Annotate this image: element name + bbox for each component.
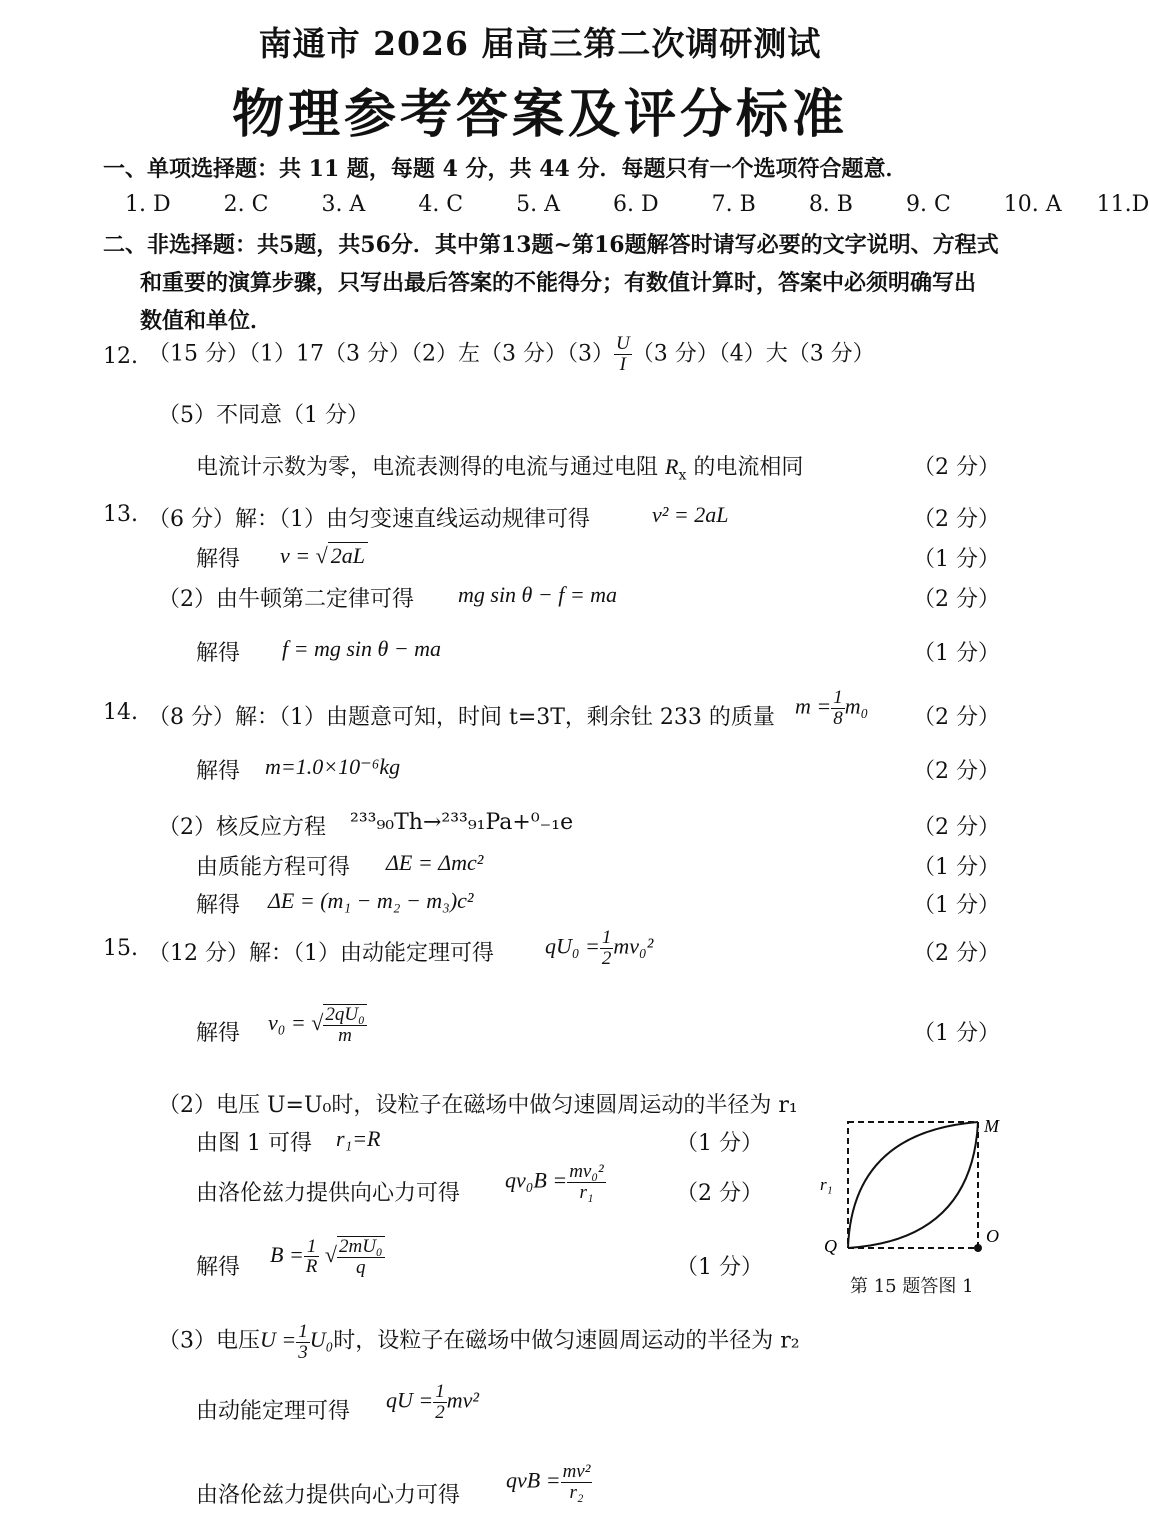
q13-eq1: v² = 2aL bbox=[652, 502, 729, 527]
q14-eq1-right: m₀ bbox=[844, 693, 869, 719]
fraction-numerator: mv₀² bbox=[569, 1161, 604, 1182]
q15-eq6-root-fraction bbox=[337, 1236, 385, 1278]
fraction-numerator: U bbox=[615, 333, 630, 354]
q15-eq6-left: B = bbox=[270, 1241, 304, 1267]
fraction-numerator: 2qU₀ bbox=[325, 1004, 365, 1025]
score: （1 分） bbox=[676, 1131, 763, 1156]
score: （2 分） bbox=[913, 455, 1000, 480]
q14-line1-text: （8 分）解：（1）由题意可知，时间 t=3T，剩余钍 233 的质量 bbox=[148, 705, 775, 730]
score: （2 分） bbox=[913, 815, 1000, 840]
section2-heading-line2: 和重要的演算步骤，只写出最后答案的不能得分；有数值计算时，答案中必须明确写出 bbox=[140, 270, 977, 296]
score: （2 分） bbox=[913, 587, 1000, 612]
q13-number: 13. bbox=[103, 502, 138, 527]
score: （1 分） bbox=[913, 1021, 1000, 1046]
fraction-denominator: 8 bbox=[833, 707, 843, 729]
q15-eq9 bbox=[506, 1462, 592, 1503]
q13-line3-text: （2）由牛顿第二定律可得 bbox=[158, 587, 414, 612]
answer-item: 11.D bbox=[1096, 192, 1149, 217]
fraction-denominator: m bbox=[338, 1024, 352, 1046]
trajectory-arc-lower bbox=[848, 1122, 978, 1248]
q14-eq1 bbox=[795, 688, 868, 729]
label-q: Q bbox=[824, 1236, 837, 1256]
q14-line5-text: 解得 bbox=[196, 893, 241, 918]
fraction-numerator: 2mU₀ bbox=[338, 1236, 383, 1257]
q15-eq5-left: qv₀B = bbox=[505, 1167, 568, 1193]
q15-eq2-fraction bbox=[323, 1004, 366, 1046]
q14-eq2: m=1.0×10⁻⁶kg bbox=[265, 754, 401, 779]
q15-eq2-left: v₀ = bbox=[268, 1009, 306, 1035]
q15-line9-text: 由洛伦兹力提供向心力可得 bbox=[196, 1483, 461, 1508]
fraction-denominator: q bbox=[356, 1256, 366, 1278]
q15-line6-text: 解得 bbox=[196, 1255, 241, 1280]
q14-eq5: ΔE = (m₁ − m₂ − m₃)c² bbox=[268, 888, 474, 913]
score: （2 分） bbox=[913, 705, 1000, 730]
answer-item: 2. C bbox=[223, 192, 269, 217]
fraction-numerator: 1 bbox=[601, 927, 612, 948]
score: （2 分） bbox=[913, 507, 1000, 532]
section2-heading-line3: 数值和单位． bbox=[140, 308, 273, 334]
q13-eq3: mg sin θ − f = ma bbox=[458, 582, 618, 607]
score: （1 分） bbox=[913, 547, 1000, 572]
q15-eq7-right: U₀ bbox=[309, 1327, 334, 1353]
q12-reason-sub: x bbox=[678, 467, 687, 484]
q13-line2-text: 解得 bbox=[196, 547, 241, 572]
score: （1 分） bbox=[913, 893, 1000, 918]
q15-line8-text: 由动能定理可得 bbox=[196, 1399, 351, 1424]
q12-part5: （5）不同意（1 分） bbox=[158, 403, 369, 428]
q15-eq8-fraction bbox=[433, 1382, 447, 1423]
q13-eq4: f = mg sin θ − ma bbox=[282, 636, 442, 661]
fraction-denominator: R bbox=[305, 1256, 318, 1278]
q14-line3-text: （2）核反应方程 bbox=[158, 815, 326, 840]
section2-heading-line1: 二、非选择题：共5题，共56分．其中第13题~第16题解答时请写必要的文字说明、方程式 bbox=[103, 232, 999, 258]
q14-line2-text: 解得 bbox=[196, 759, 241, 784]
q15-eq8-right: mv² bbox=[446, 1387, 479, 1413]
q15-eq9-fraction bbox=[561, 1462, 593, 1503]
fraction-numerator: 1 bbox=[435, 1381, 445, 1402]
q15-line4-text: 由图 1 可得 bbox=[196, 1131, 312, 1156]
q14-line4-text: 由质能方程可得 bbox=[196, 855, 351, 880]
score: （2 分） bbox=[913, 759, 1000, 784]
q15-eq1-fraction bbox=[600, 928, 614, 969]
q12-reason-text-b: 的电流相同 bbox=[686, 455, 804, 480]
q15-eq7 bbox=[260, 1321, 334, 1363]
fraction-numerator: 1 bbox=[833, 687, 843, 708]
page-title: 南通市 2026 届高三第二次调研测试 bbox=[258, 24, 822, 63]
q15-eq7-fraction bbox=[296, 1322, 310, 1363]
q12-number: 12. bbox=[103, 344, 138, 369]
q15-eq1 bbox=[545, 928, 653, 969]
q15-eq6-fraction bbox=[304, 1237, 320, 1278]
q13-line1-text: （6 分）解：（1）由匀变速直线运动规律可得 bbox=[148, 507, 590, 532]
figure-caption: 第 15 题答图 1 bbox=[850, 1276, 974, 1297]
score: （1 分） bbox=[913, 855, 1000, 880]
q14-eq3: ²³³₉₀Th→²³³₉₁Pa+⁰₋₁e bbox=[350, 810, 574, 835]
q15-eq5-fraction bbox=[567, 1162, 605, 1203]
page-subtitle: 物理参考答案及评分标准 bbox=[231, 84, 848, 145]
point-o bbox=[974, 1244, 982, 1252]
q15-line7-text-b: 时，设粒子在磁场中做匀速圆周运动的半径为 r₂ bbox=[333, 1328, 800, 1354]
q15-eq1-left: qU₀ = bbox=[545, 933, 600, 959]
trajectory-arc-upper bbox=[848, 1122, 978, 1248]
q15-line7 bbox=[158, 1322, 800, 1363]
q15-line3-text: （2）电压 U=U₀时，设粒子在磁场中做匀速圆周运动的半径为 r₁ bbox=[158, 1093, 798, 1118]
q15-line2-text: 解得 bbox=[196, 1021, 241, 1046]
q14-eq4: ΔE = Δmc² bbox=[386, 850, 484, 875]
fraction-numerator: mv² bbox=[562, 1461, 591, 1482]
q15-line7-text-a: （3）电压 bbox=[158, 1328, 260, 1354]
q15-eq7-left: U = bbox=[260, 1327, 297, 1353]
label-o: O bbox=[986, 1226, 999, 1246]
q12-reason bbox=[196, 450, 803, 483]
dashed-square bbox=[848, 1122, 978, 1248]
q15-eq2: v₀ = √ $\frac{\text{2qU₀}}{m}$ bbox=[268, 1004, 365, 1046]
answer-item: 5. A bbox=[516, 192, 561, 217]
answer-item: 8. B bbox=[808, 192, 853, 217]
score: （2 分） bbox=[676, 1181, 763, 1206]
score: （2 分） bbox=[913, 941, 1000, 966]
q12-reason-text-a: 电流计示数为零，电流表测得的电流与通过电阻 bbox=[196, 455, 665, 480]
q15-eq9-left: qvB = bbox=[506, 1467, 561, 1493]
fraction-denominator: 3 bbox=[298, 1341, 308, 1363]
q13-eq2: v = √ 2aL bbox=[280, 542, 368, 569]
score: （1 分） bbox=[913, 641, 1000, 666]
q15-eq8 bbox=[386, 1382, 479, 1423]
q13-eq2-left: v = bbox=[280, 543, 316, 568]
q15-line5-text: 由洛伦兹力提供向心力可得 bbox=[196, 1181, 461, 1206]
q15-eq5 bbox=[505, 1162, 606, 1203]
q12-tail: （3 分）（4）大（3 分） bbox=[631, 341, 875, 367]
fraction-numerator: 1 bbox=[304, 1237, 320, 1258]
q15-eq1-right: mv₀² bbox=[613, 933, 654, 959]
q12-reason-var: R bbox=[665, 454, 679, 479]
fraction-numerator: 1 bbox=[298, 1321, 308, 1342]
q15-eq8-left: qU = bbox=[386, 1387, 434, 1413]
q15-line1-text: （12 分）解：（1）由动能定理可得 bbox=[148, 941, 494, 966]
answer-item: 3. A bbox=[321, 192, 366, 217]
q14-eq1-left: m = bbox=[795, 693, 832, 719]
q12-line1 bbox=[148, 334, 875, 375]
q15-eq4: r₁=R bbox=[336, 1126, 381, 1151]
answer-item: 9. C bbox=[905, 192, 951, 217]
q12-head: （15 分）（1）17（3 分）（2）左（3 分）（3） bbox=[148, 341, 614, 367]
fraction-denominator: I bbox=[619, 353, 626, 375]
fraction-denominator: 2 bbox=[601, 947, 612, 969]
q13-eq2-radicand: 2aL bbox=[328, 542, 368, 569]
score: （1 分） bbox=[676, 1255, 763, 1280]
q14-eq1-fraction bbox=[831, 688, 845, 729]
q14-number: 14. bbox=[103, 700, 138, 725]
label-m: M bbox=[984, 1116, 999, 1136]
q15-number: 15. bbox=[103, 936, 138, 961]
label-r1: r₁ bbox=[820, 1175, 833, 1194]
answer-item: 1. D bbox=[125, 192, 171, 217]
answer-item: 6. D bbox=[613, 192, 659, 217]
fraction-denominator: 2 bbox=[435, 1401, 445, 1423]
answer-item: 7. B bbox=[711, 192, 756, 217]
fraction-denominator: r₁ bbox=[579, 1181, 594, 1203]
answer-list bbox=[125, 192, 1149, 217]
answer-item: 10. A bbox=[1003, 192, 1062, 217]
section1-heading: 一、单项选择题：共 11 题，每题 4 分，共 44 分．每题只有一个选项符合题意． bbox=[103, 156, 908, 182]
q12-fraction bbox=[614, 334, 632, 375]
q13-line4-text: 解得 bbox=[196, 641, 241, 666]
fraction-denominator: r₂ bbox=[569, 1481, 584, 1503]
answer-item: 4. C bbox=[418, 192, 464, 217]
q15-eq6: B = $\frac{1}{R}$ √ $\frac{\text{2mU₀}}{q}$ bbox=[270, 1235, 383, 1278]
